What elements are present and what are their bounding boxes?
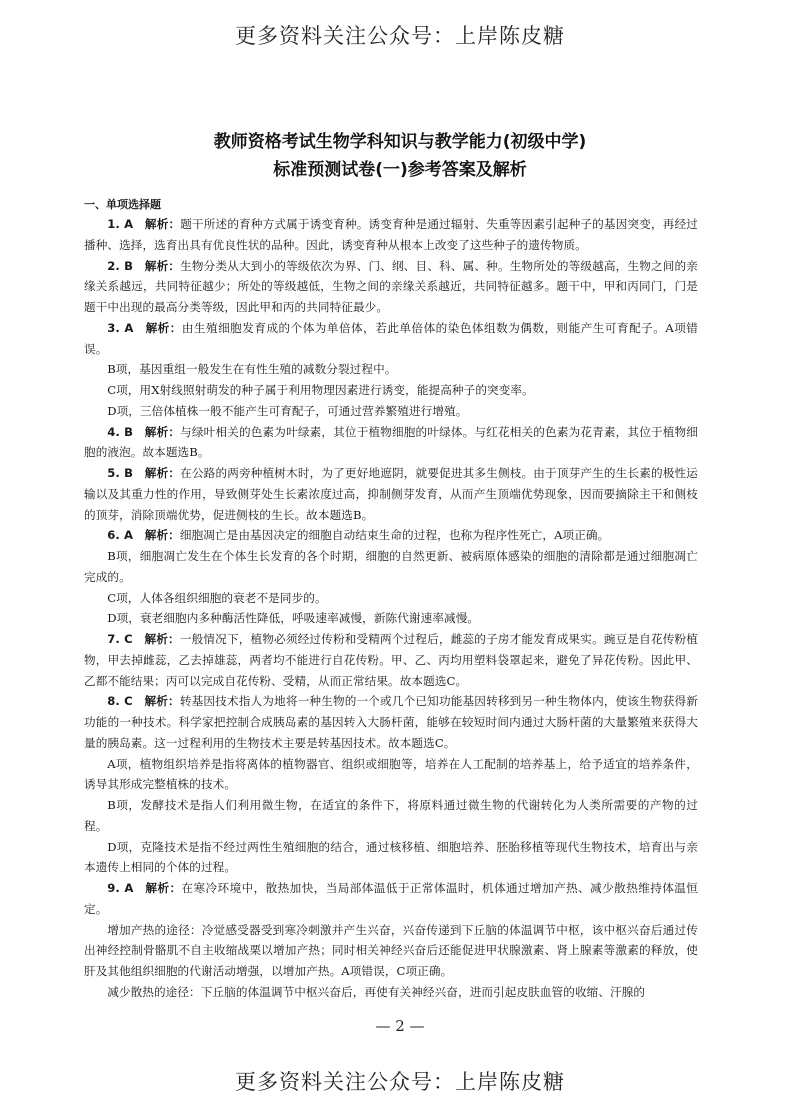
question-number: 8. C [107, 694, 133, 709]
question-number: 9. A [107, 881, 134, 895]
analysis-label: 解析： [144, 217, 181, 231]
section-heading: 一、单项选择题 [84, 198, 161, 211]
answer-detail [84, 546, 698, 588]
answer-text: 细胞凋亡是由基因决定的细胞自动结束生命的过程，也称为程序性死亡，A项正确。 [179, 528, 610, 543]
watermark-banner-top: 更多资料关注公众号：上岸陈皮糖 [235, 24, 565, 48]
answer-text: D项，克隆技术是指不经过两性生殖细胞的结合，通过核移植、细胞培养、胚胎移植等现代生物技术，培育出与亲本遗传上相同的个体的过程。 [84, 839, 698, 875]
answer-item [84, 318, 698, 360]
answer-item [84, 525, 698, 546]
answer-detail [84, 588, 698, 609]
analysis-label: 解析： [144, 632, 180, 646]
answer-text: B项，细胞凋亡发生在个体生长发育的各个时期，细胞的自然更新、被病原体感染的细胞的清除都是通过细胞凋亡完成的。 [84, 549, 698, 584]
analysis-label: 解析： [145, 320, 182, 335]
answer-text: 生物分类从大到小的等级依次为界、门、纲、目、科、属、种。生物所处的等级越高，生物之间的亲缘关系越远，共同特征越少；所处的等级越低，生物之间的亲缘关系越近，共同特征越多。题干中，甲和丙同门，门是题干中出现的最高分类等级，因此甲和丙的共同特征最少。 [84, 258, 698, 314]
answer-text: 一般情况下，植物必须经过传粉和受精两个过程后，雌蕊的子房才能发育成果实。豌豆是自花传粉植物，甲去掉雌蕊，乙去掉雄蕊，两者均不能进行自花传粉。甲、乙、丙均用塑料袋罩起来，避免了异花传粉。因此甲、乙都不能结果；丙可以完成自花传粉、受精，从而正常结果。故本题选C。 [84, 632, 698, 688]
question-number: 4. B [107, 424, 134, 439]
question-number: 1. A [107, 217, 134, 231]
answer-text: 增加产热的途径：冷觉感受器受到寒冷刺激并产生兴奋，兴奋传递到下丘脑的体温调节中枢，该中枢兴奋后通过传出神经控制骨骼肌不自主收缩战栗以增加产热；同时相关神经兴奋后还能促进甲状腺激素、肾上腺素等激素的释放，使肝及其他组织细胞的代谢活动增强，以增加产热。A项错误，C项正确。 [84, 922, 698, 978]
question-number: 6. A [107, 528, 134, 543]
answer-text: 在公路的两旁种植树木时，为了更好地遮阴，就要促进其多生侧枝。由于顶芽产生的生长素的极性运输以及其重力性的作用，导致侧芽处生长素浓度过高，抑制侧芽发育，从而产生顶端优势现象，因而要摘除主干和侧枝的顶芽，消除顶端优势，促进侧枝的生长。故本题选B。 [84, 466, 698, 522]
document-subtitle: 标准预测试卷(一)参考答案及解析 [273, 160, 527, 180]
page-number: — 2 — [375, 1017, 425, 1035]
answer-text: C项，用X射线照射萌发的种子属于利用物理因素进行诱变，能提高种子的突变率。 [107, 383, 534, 397]
answer-item [84, 691, 698, 753]
answer-detail [84, 401, 698, 422]
answer-item [84, 422, 698, 464]
answer-text: 题干所述的育种方式属于诱变育种。诱变育种是通过辐射、失重等因素引起种子的基因突变，再经过播种、选择，选育出具有优良性状的品种。因此，诱变育种从根本上改变了这些种子的遗传物质。 [84, 217, 698, 252]
answer-detail [84, 795, 698, 837]
answer-text: 减少散热的途径：下丘脑的体温调节中枢兴奋后，再使有关神经兴奋，进而引起皮肤血管的收缩、汗腺的 [107, 984, 646, 999]
answer-detail [84, 359, 698, 380]
analysis-label: 解析： [144, 528, 180, 543]
question-number: 7. C [107, 632, 133, 646]
answer-item [84, 256, 698, 318]
analysis-label: 解析： [144, 694, 180, 709]
question-number: 3. A [107, 320, 134, 335]
answer-detail [84, 837, 698, 879]
answer-list [84, 214, 698, 1003]
answer-text: C项，人体各组织细胞的衰老不是同步的。 [107, 590, 327, 605]
analysis-label: 解析： [144, 424, 181, 439]
answer-detail [84, 608, 698, 629]
answer-detail [84, 380, 698, 401]
answer-text: D项，三倍体植株一般不能产生可育配子，可通过营养繁殖进行增殖。 [107, 403, 468, 418]
analysis-label: 解析： [145, 881, 182, 895]
document-title: 教师资格考试生物学科知识与教学能力(初级中学) [213, 132, 587, 152]
answer-text: D项，衰老细胞内多种酶活性降低，呼吸速率减慢，新陈代谢速率减慢。 [107, 611, 480, 626]
answer-text: A项，植物组织培养是指将离体的植物器官、组织或细胞等，培养在人工配制的培养基上，给予适宜的培养条件，诱导其形成完整植株的技术。 [84, 756, 698, 792]
analysis-label: 解析： [144, 258, 181, 273]
answer-text: 由生殖细胞发育成的个体为单倍体，若此单倍体的染色体组数为偶数，则能产生可育配子。A项错误。 [84, 320, 698, 356]
answer-text: 转基因技术指人为地将一种生物的一个或几个已知功能基因转移到另一种生物体内，使该生物获得新功能的一种技术。科学家把控制合成胰岛素的基因转入大肠杆菌，能够在较短时间内通过大肠杆菌的大量繁殖来获得大量的胰岛素。这一过程利用的生物技术主要是转基因技术。故本题选C。 [84, 694, 698, 750]
question-number: 5. B [107, 466, 134, 480]
answer-item [84, 629, 698, 691]
question-number: 2. B [107, 258, 134, 273]
answer-detail [84, 982, 698, 1003]
answer-text: 在寒冷环境中，散热加快，当局部体温低于正常体温时，机体通过增加产热、减少散热维持体温恒定。 [84, 881, 698, 916]
answer-item [84, 878, 698, 920]
watermark-banner-bottom: 更多资料关注公众号：上岸陈皮糖 [235, 1070, 565, 1094]
analysis-label: 解析： [144, 466, 181, 480]
answer-item [84, 214, 698, 256]
answer-text: B项，基因重组一般发生在有性生殖的减数分裂过程中。 [107, 362, 397, 377]
answer-text: 与绿叶相关的色素为叶绿素，其位于植物细胞的叶绿体。与红花相关的色素为花青素，其位于植物细胞的液泡。故本题选B。 [84, 424, 698, 460]
answer-detail [84, 754, 698, 796]
answer-text: B项，发酵技术是指人们利用微生物，在适宜的条件下，将原料通过微生物的代谢转化为人类所需要的产物的过程。 [84, 798, 698, 833]
answer-item [84, 463, 698, 525]
answer-detail [84, 920, 698, 982]
